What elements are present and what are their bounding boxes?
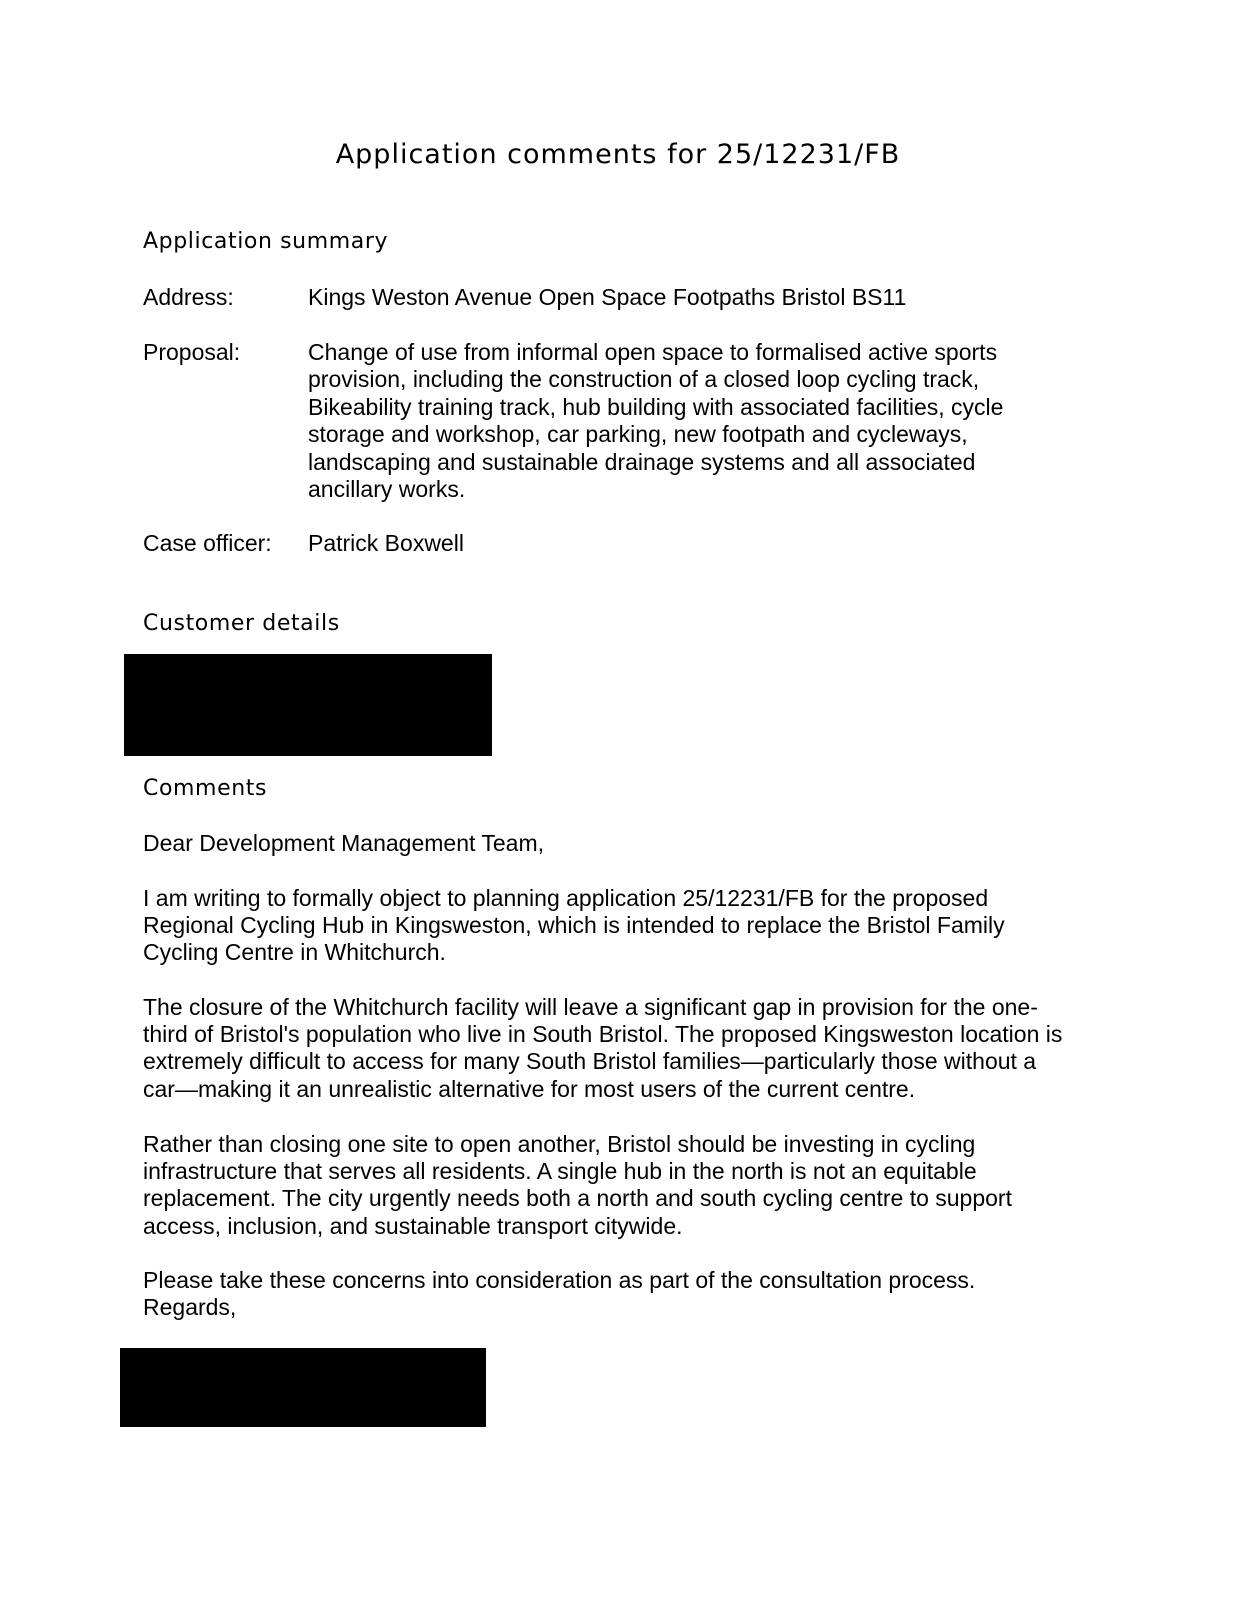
- page-title: Application comments for 25/12231/FB: [335, 139, 901, 170]
- comment-sign-off: Regards,: [143, 1294, 237, 1320]
- address-value: Kings Weston Avenue Open Space Footpaths Bristol BS11: [308, 284, 907, 310]
- customer-details-redaction: [124, 654, 492, 756]
- customer-details-heading: Customer details: [143, 611, 340, 636]
- comment-closing-line: Please take these concerns into consideration as part of the consultation process.: [143, 1267, 976, 1293]
- proposal-value: Change of use from informal open space to formalised active sports provision, including the construction of a closed loop cycling track, Bikeability training track, hub building with associated facilities, cycle storage and workshop, car parking, new footpath and cycleways, landscaping and sustainable drainage systems and all associated ancillary works.: [308, 339, 1004, 503]
- address-label: Address:: [143, 284, 234, 310]
- application-summary-heading: Application summary: [143, 229, 389, 254]
- comment-paragraph-2: The closure of the Whitchurch facility will leave a significant gap in provision for the one-third of Bristol's population who live in South Bristol. The proposed Kingsweston location is extremely difficult to access for many South Bristol families—particularly those without a car—making it an unrealistic alternative for most users of the current centre.: [143, 994, 1063, 1102]
- comment-paragraph-3: Rather than closing one site to open another, Bristol should be investing in cycling infrastructure that serves all residents. A single hub in the north is not an equitable replacement. The city urgently needs both a north and south cycling centre to support access, inclusion, and sustainable transport citywide.: [143, 1131, 1012, 1239]
- proposal-label: Proposal:: [143, 339, 241, 365]
- comment-salutation: Dear Development Management Team,: [143, 830, 545, 856]
- signature-redaction: [120, 1348, 486, 1427]
- comment-paragraph-1: I am writing to formally object to planning application 25/12231/FB for the proposed Regional Cycling Hub in Kingsweston, which is intended to replace the Bristol Family Cycling Centre in Whitchurch.: [143, 885, 1005, 966]
- comments-heading: Comments: [143, 776, 268, 801]
- case-officer-value: Patrick Boxwell: [308, 530, 464, 556]
- case-officer-label: Case officer:: [143, 530, 272, 556]
